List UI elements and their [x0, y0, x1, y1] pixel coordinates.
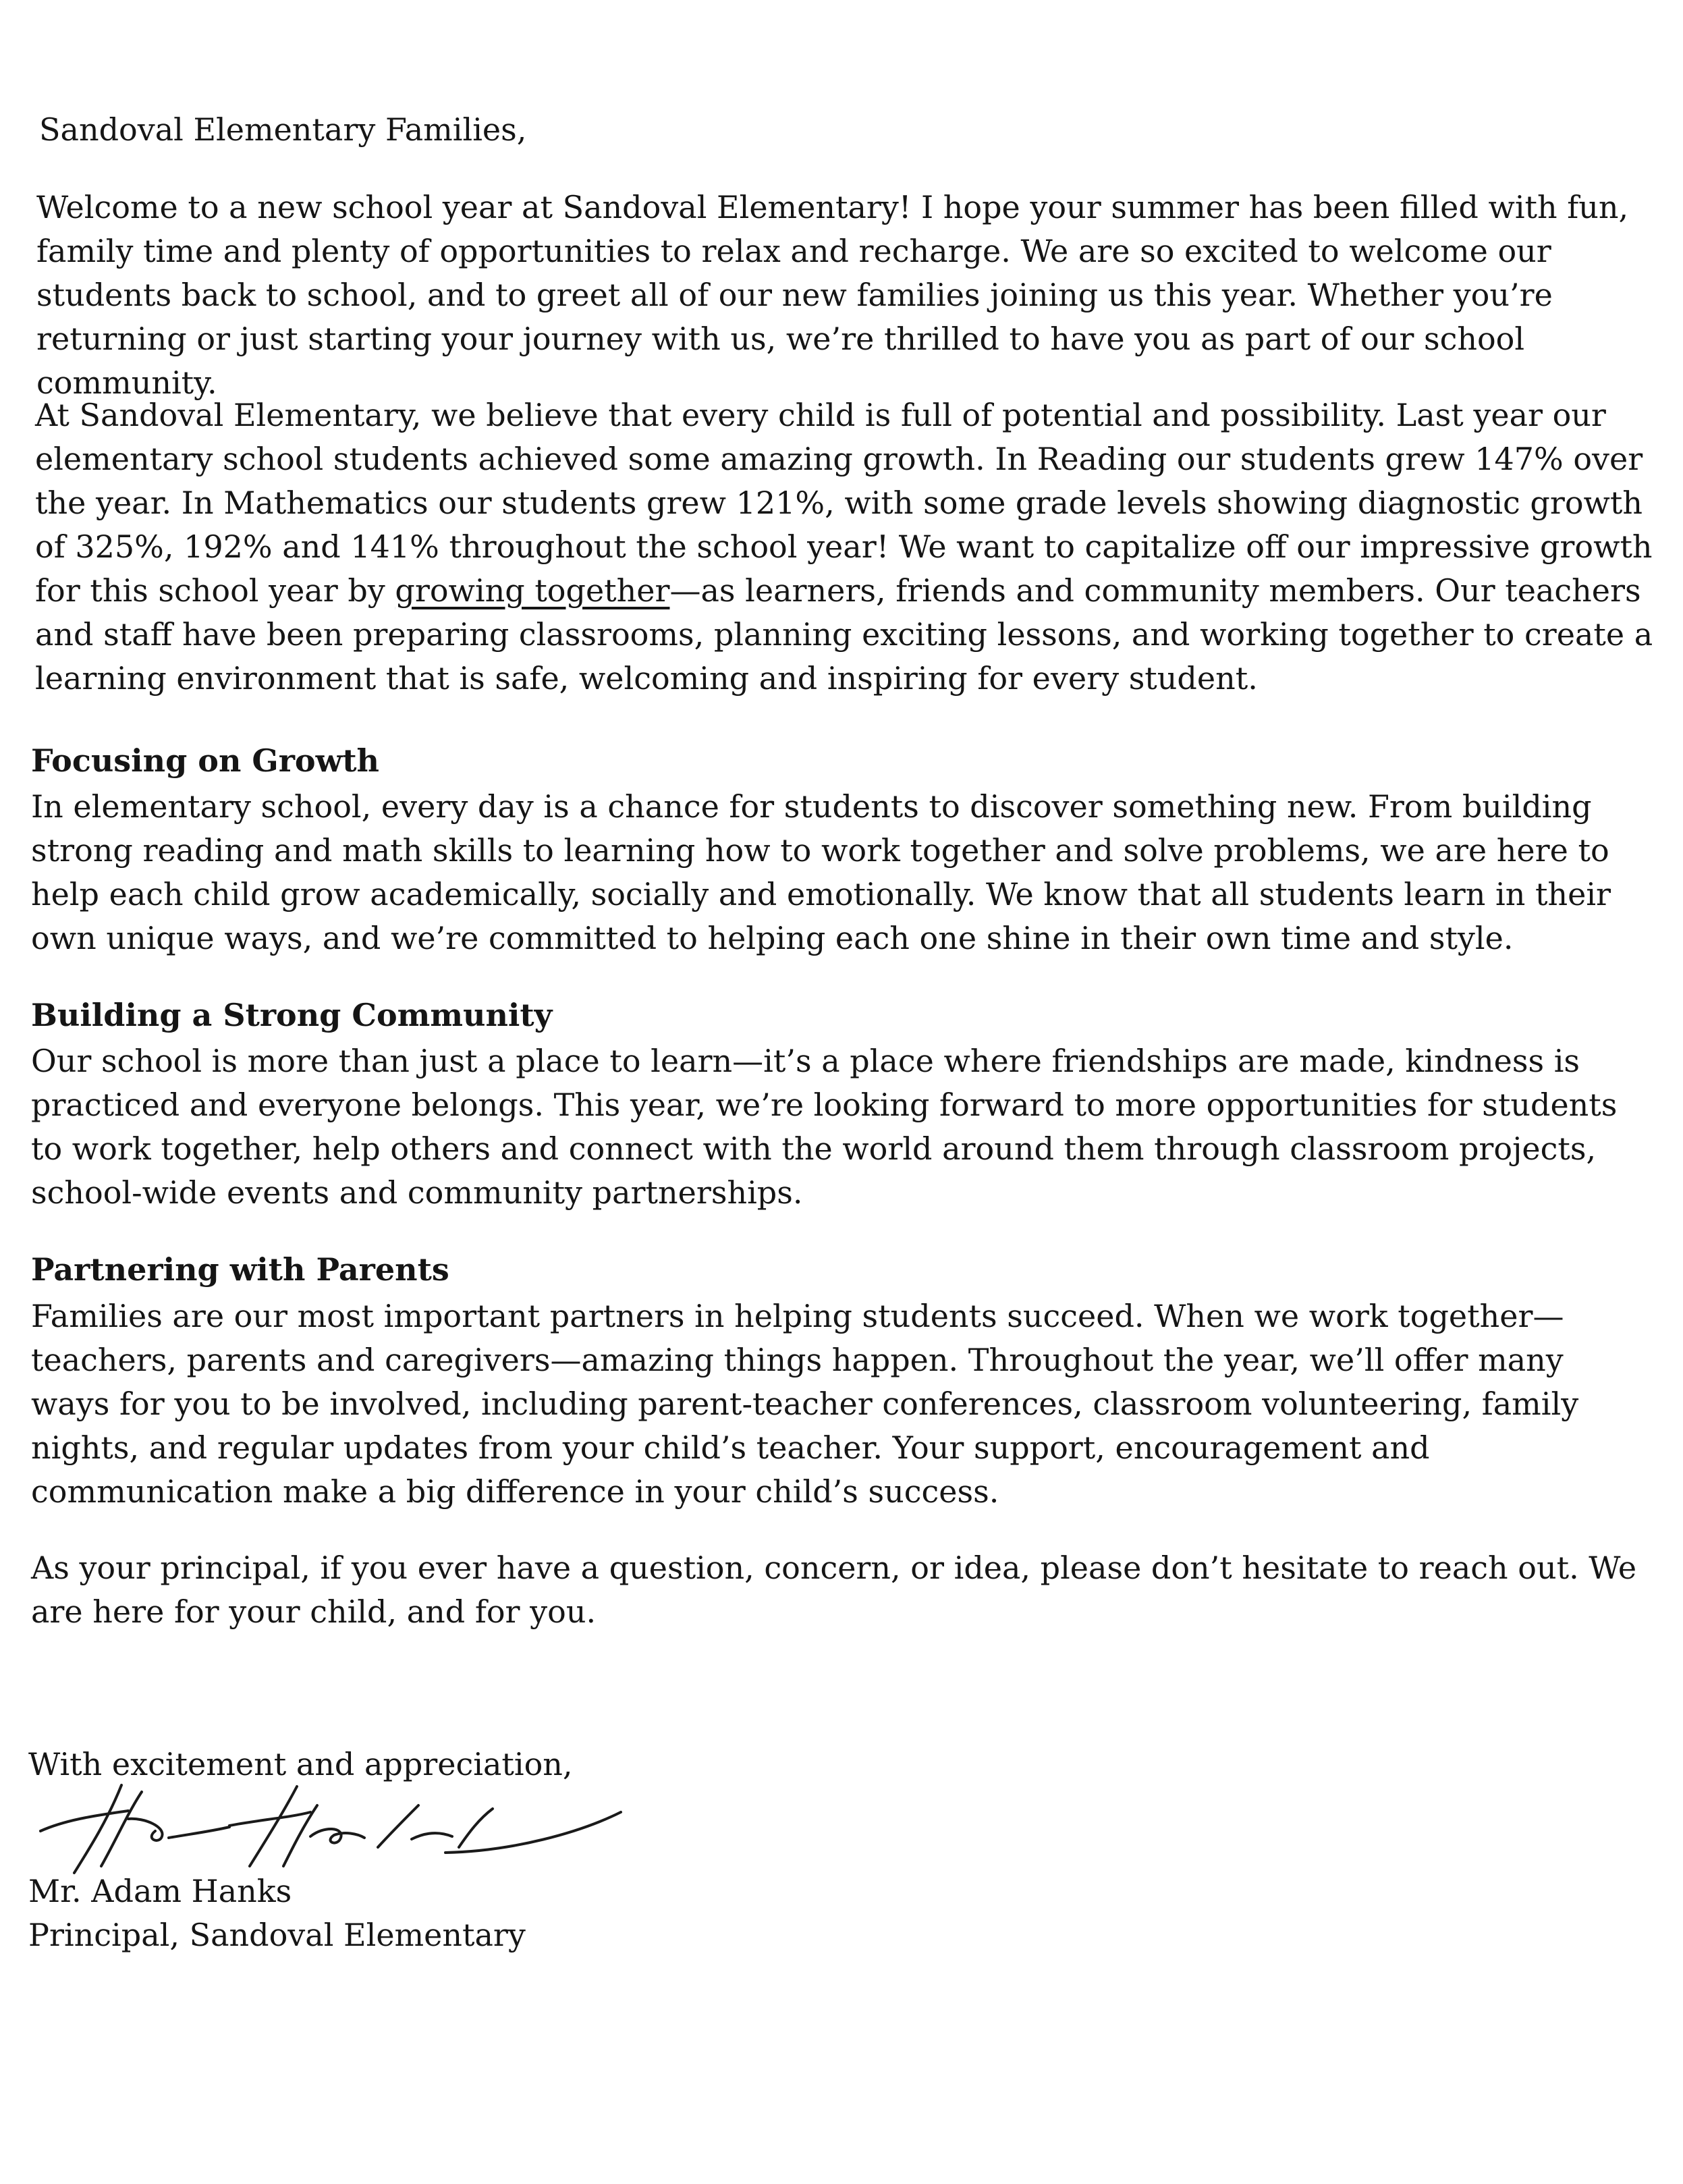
letter-greeting: Sandoval Elementary Families, — [39, 111, 527, 148]
section-body-building-community: Our school is more than just a place to learn—it’s a place where friendships are made, kindness is practiced and everyone belongs. This year, we’re looking forward to more opportunities for students to work together, help others and connect with the world around them through classroom projects, school-wide events and community partnerships. — [31, 1043, 1618, 1211]
closing-paragraph: As your principal, if you ever have a question, concern, or idea, please don’t hesitate to reach out. We are here for your child, and for you. — [31, 1550, 1637, 1630]
growth-paragraph — [35, 393, 1655, 701]
signoff-line: With excitement and appreciation, — [28, 1746, 573, 1782]
intro-paragraph: Welcome to a new school year at Sandoval Elementary! I hope your summer has been filled with fun, family time and plenty of opportunities to relax and recharge. We are so excited to welcome our students back to school, and to greet all of our new families joining us this year. Whether you’re returning or just starting your journey with us, we’re thrilled to have you as part of our school community. — [36, 189, 1629, 401]
signer-name: Mr. Adam Hanks — [28, 1873, 292, 1909]
section-heading-building-community: Building a Strong Community — [31, 997, 553, 1033]
section-body-partnering-with-parents: Families are our most important partners in helping students succeed. When we work together—teachers, parents and caregivers—amazing things happen. Throughout the year, we’ll offer many ways for you to be involved, including parent-teacher conferences, classroom volunteering, family nights, and regular updates from your child’s teacher. Your support, encouragement and communication make a big difference in your child’s success. — [31, 1298, 1579, 1510]
section-heading-partnering-with-parents: Partnering with Parents — [31, 1251, 449, 1288]
section-body-focusing-on-growth: In elementary school, every day is a chance for students to discover something new. From building strong reading and math skills to learning how to work together and solve problems, we are here to help each child grow academically, socially and emotionally. We know that all students learn in their own unique ways, and we’re committed to helping each one shine in their own time and style. — [31, 788, 1611, 956]
section-heading-focusing-on-growth: Focusing on Growth — [31, 742, 379, 779]
growth-paragraph-text-end: —as learners, friends and community members. Our teachers and staff have been preparing classrooms, planning exciting lessons, and working together to create a learning environment that is safe, welcoming and inspiring for every student. — [35, 572, 1653, 697]
growing-together-underlined: growing together — [395, 572, 670, 609]
growth-paragraph-text-start: At Sandoval Elementary, we believe that every child is full of potential and possibility. Last year our elementary school students achieved some amazing growth. In Reading our students grew 147% over the year. In Mathematics our students grew 121%, with some grade levels showing diagnostic growth of 325%, 192% and 141% throughout the school year! We want to capitalize off our impressive growth for this school year by — [35, 397, 1653, 609]
signer-title: Principal, Sandoval Elementary — [28, 1917, 526, 1953]
